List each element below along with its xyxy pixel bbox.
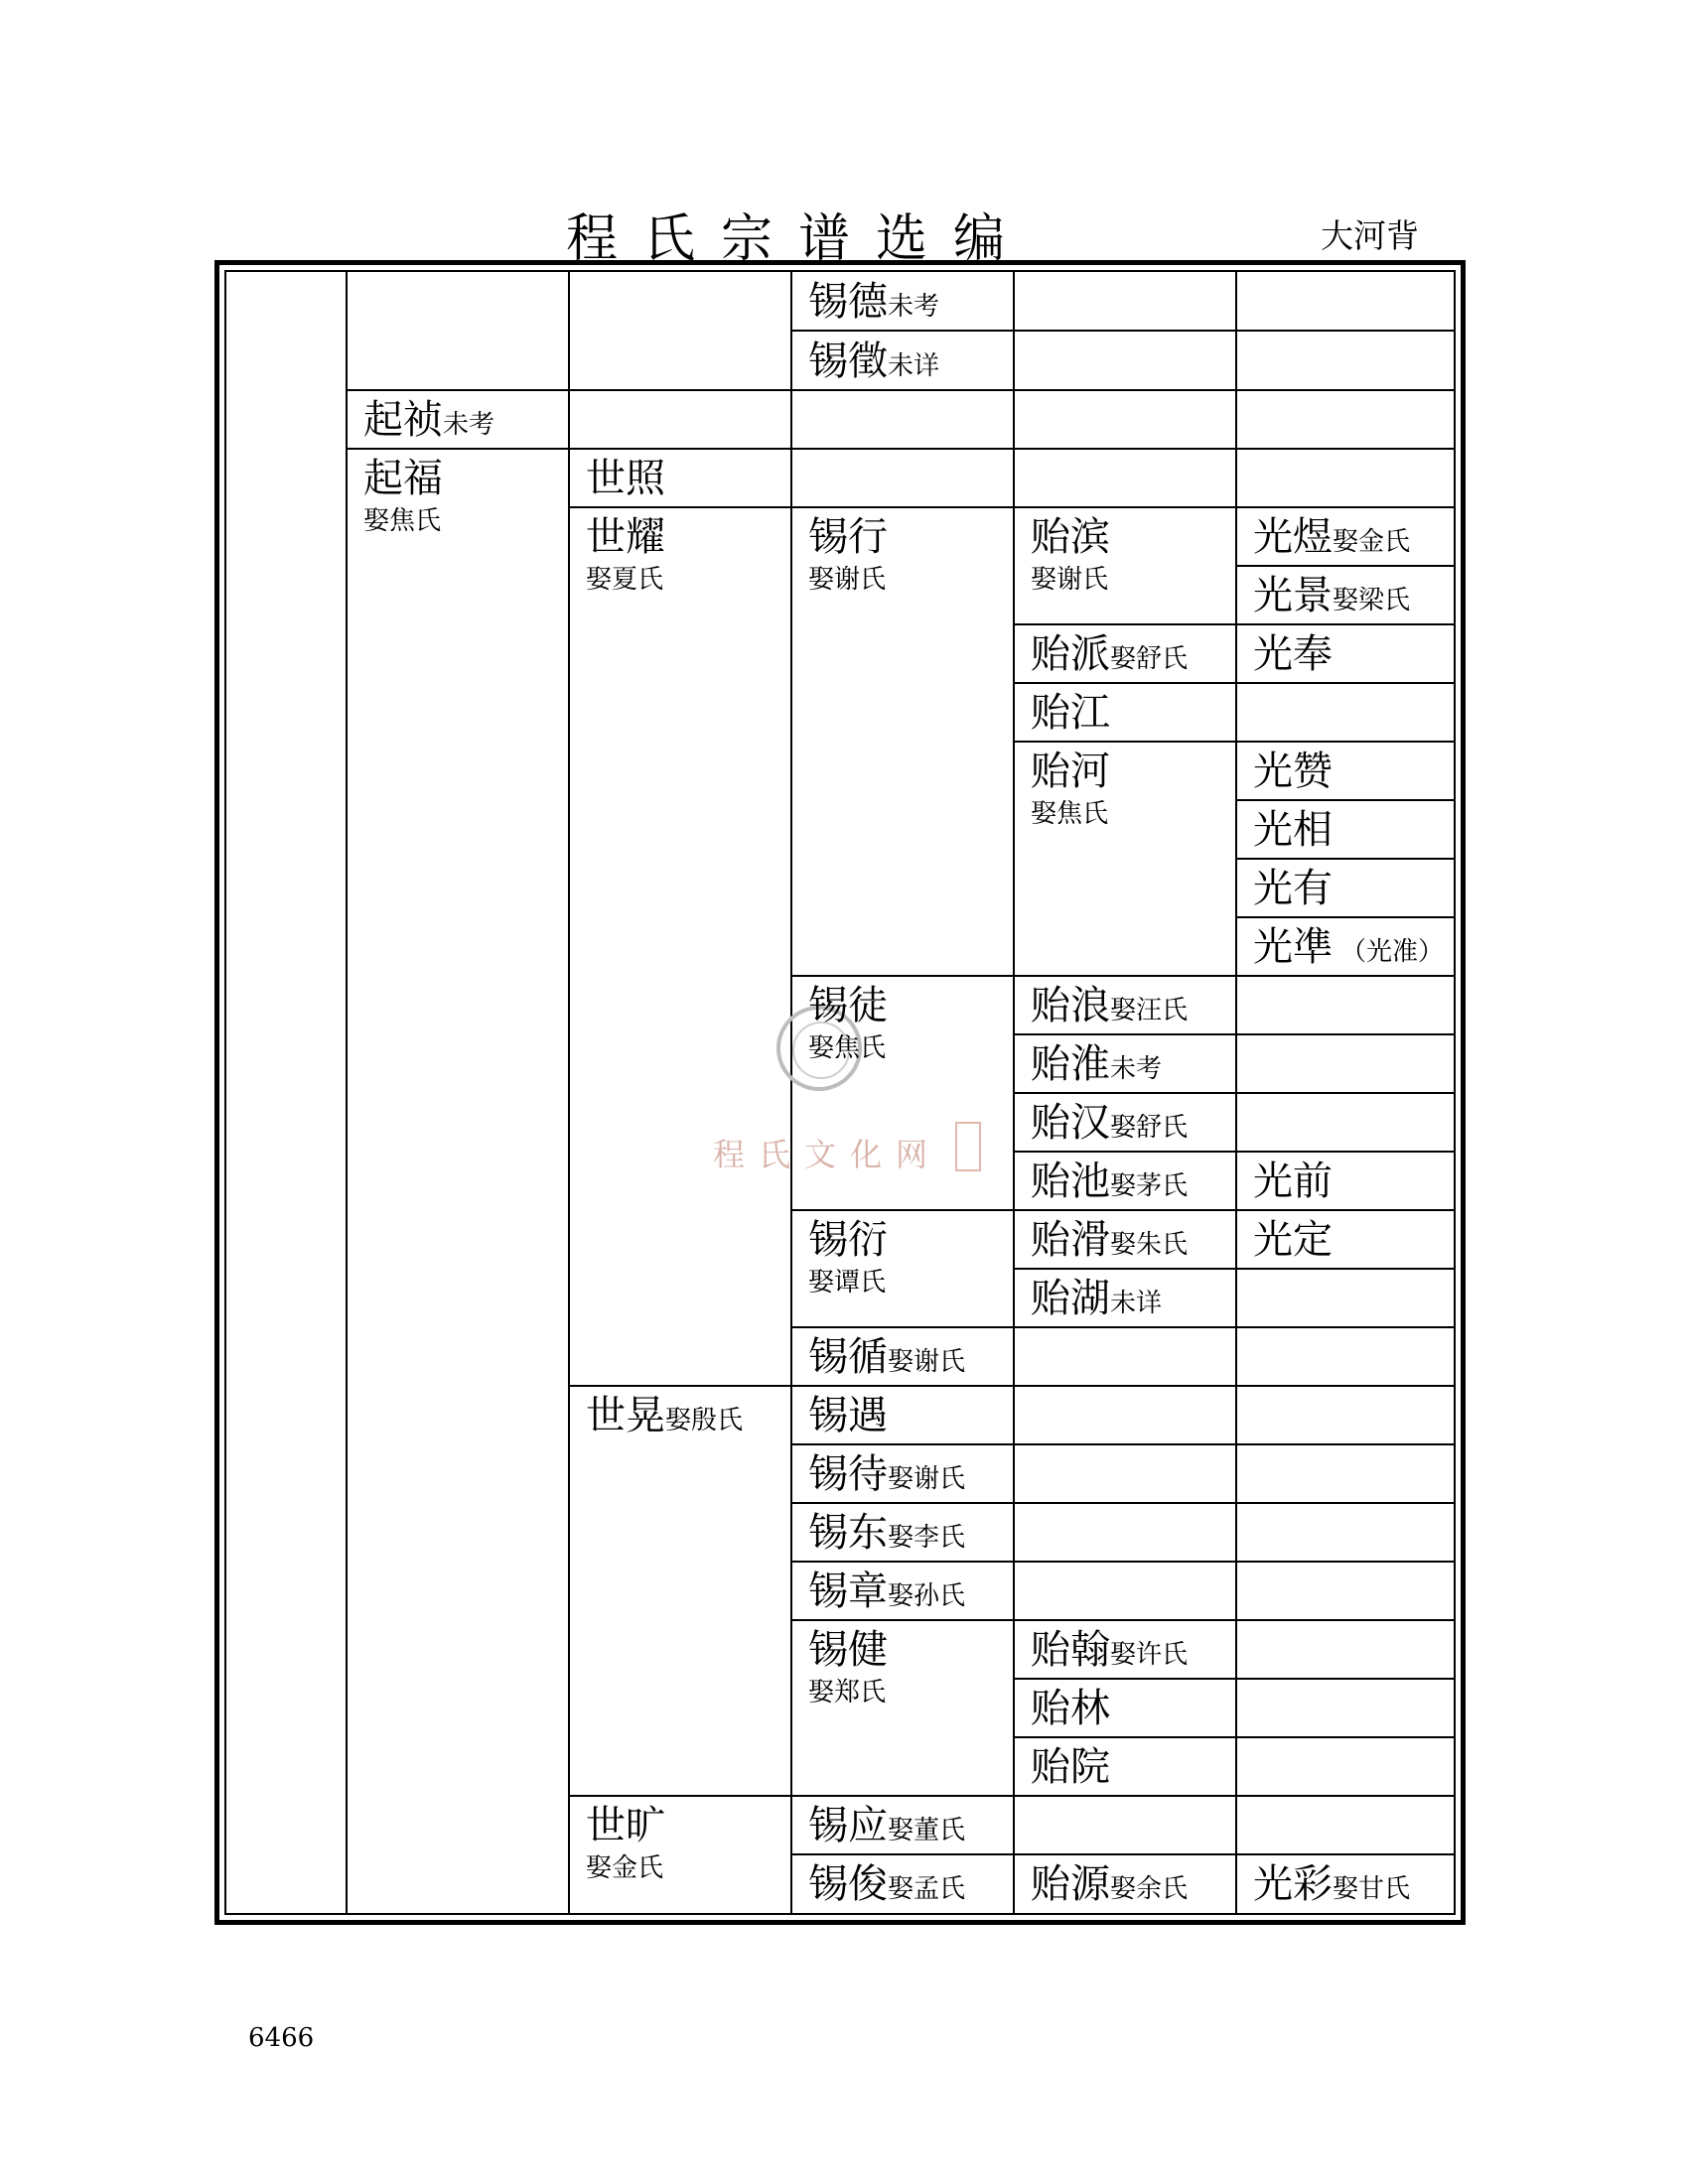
page-number: 6466: [248, 2023, 315, 2053]
genealogy-entry: 光彩娶甘氏: [1253, 1861, 1411, 1907]
row-divider: [346, 389, 1456, 391]
genealogy-entry: 光前: [1253, 1159, 1333, 1204]
genealogy-entry: 锡应娶董氏: [808, 1803, 966, 1848]
genealogy-entry: 贻淮未考: [1031, 1041, 1163, 1087]
place-name: 大河背: [1321, 216, 1419, 255]
column-divider: [790, 270, 792, 1915]
genealogy-entry: 光赞: [1253, 749, 1333, 794]
row-divider: [790, 1853, 1456, 1855]
genealogy-entry: 贻江: [1031, 690, 1110, 736]
row-divider: [1013, 682, 1456, 684]
genealogy-entry: 起祯未考: [363, 397, 495, 443]
row-divider: [568, 506, 1456, 508]
row-divider: [568, 1795, 1456, 1797]
genealogy-entry: 锡健 娶郑氏: [808, 1627, 888, 1707]
row-divider: [1013, 1268, 1456, 1270]
genealogy-entry: 贻湖未详: [1031, 1276, 1163, 1321]
genealogy-entry: 起福 娶焦氏: [363, 456, 443, 536]
genealogy-entry: 锡循娶谢氏: [808, 1334, 966, 1380]
genealogy-entry: 贻林: [1031, 1686, 1110, 1731]
row-divider: [1235, 799, 1456, 801]
genealogy-entry: 贻池娶茅氏: [1031, 1159, 1189, 1204]
genealogy-entry: 贻派娶舒氏: [1031, 631, 1189, 677]
genealogy-entry: 光煜娶金氏: [1253, 514, 1411, 560]
genealogy-entry: 贻汉娶舒氏: [1031, 1100, 1189, 1146]
genealogy-entry: 锡俊娶孟氏: [808, 1861, 966, 1907]
row-divider: [1235, 858, 1456, 860]
genealogy-entry: 贻源娶余氏: [1031, 1861, 1189, 1907]
row-divider: [1013, 623, 1456, 625]
row-divider: [790, 1561, 1456, 1563]
row-divider: [1235, 565, 1456, 567]
genealogy-entry: 世旷 娶金氏: [586, 1803, 665, 1883]
row-divider: [1013, 1033, 1456, 1035]
genealogy-entry: 光凖 （光准）: [1253, 924, 1445, 970]
genealogy-entry: 光有: [1253, 866, 1333, 911]
genealogy-entry: 光景娶梁氏: [1253, 573, 1411, 618]
row-divider: [790, 1209, 1456, 1211]
genealogy-entry: 光相: [1253, 807, 1333, 853]
genealogy-entry: 世晃娶殷氏: [586, 1393, 744, 1438]
watermark-stamp-icon: [955, 1122, 981, 1171]
genealogy-entry: 锡章娶孙氏: [808, 1569, 966, 1614]
genealogy-entry: 世耀 娶夏氏: [586, 514, 665, 595]
genealogy-entry: 锡徒 娶焦氏: [808, 983, 888, 1063]
row-divider: [790, 975, 1456, 977]
genealogy-entry: 光奉: [1253, 631, 1333, 677]
row-divider: [790, 1502, 1456, 1504]
page-title: 程氏宗谱选编: [566, 209, 1032, 269]
genealogy-entry: 锡行 娶谢氏: [808, 514, 888, 595]
genealogy-entry: 光定: [1253, 1217, 1333, 1263]
genealogy-entry: 贻滨 娶谢氏: [1031, 514, 1110, 595]
genealogy-entry: 锡待娶谢氏: [808, 1451, 966, 1497]
genealogy-entry: 锡徵未详: [808, 339, 940, 384]
row-divider: [1013, 1736, 1456, 1738]
genealogy-entry: 贻翰娶许氏: [1031, 1627, 1189, 1673]
row-divider: [1013, 1092, 1456, 1094]
genealogy-entry: 锡遇: [808, 1393, 888, 1438]
row-divider: [1013, 1151, 1456, 1153]
genealogy-entry: 锡东娶李氏: [808, 1510, 966, 1556]
row-divider: [346, 448, 1456, 450]
row-divider: [790, 1443, 1456, 1445]
column-divider: [346, 270, 348, 1915]
genealogy-entry: 贻滑娶朱氏: [1031, 1217, 1189, 1263]
genealogy-entry: 贻院: [1031, 1744, 1110, 1790]
genealogy-entry: 贻浪娶汪氏: [1031, 983, 1189, 1028]
row-divider: [790, 1619, 1456, 1621]
genealogy-entry: 锡衍 娶谭氏: [808, 1217, 888, 1297]
genealogy-entry: 锡德未考: [808, 279, 940, 325]
row-divider: [1013, 741, 1456, 743]
row-divider: [1235, 916, 1456, 918]
row-divider: [790, 1326, 1456, 1328]
watermark-text: 程氏文化网: [713, 1136, 942, 1173]
genealogy-entry: 贻河 娶焦氏: [1031, 749, 1110, 829]
genealogy-entry: 世照: [586, 456, 665, 501]
row-divider: [568, 1385, 1456, 1387]
row-divider: [790, 330, 1456, 332]
row-divider: [1013, 1678, 1456, 1680]
column-divider: [568, 270, 570, 1915]
